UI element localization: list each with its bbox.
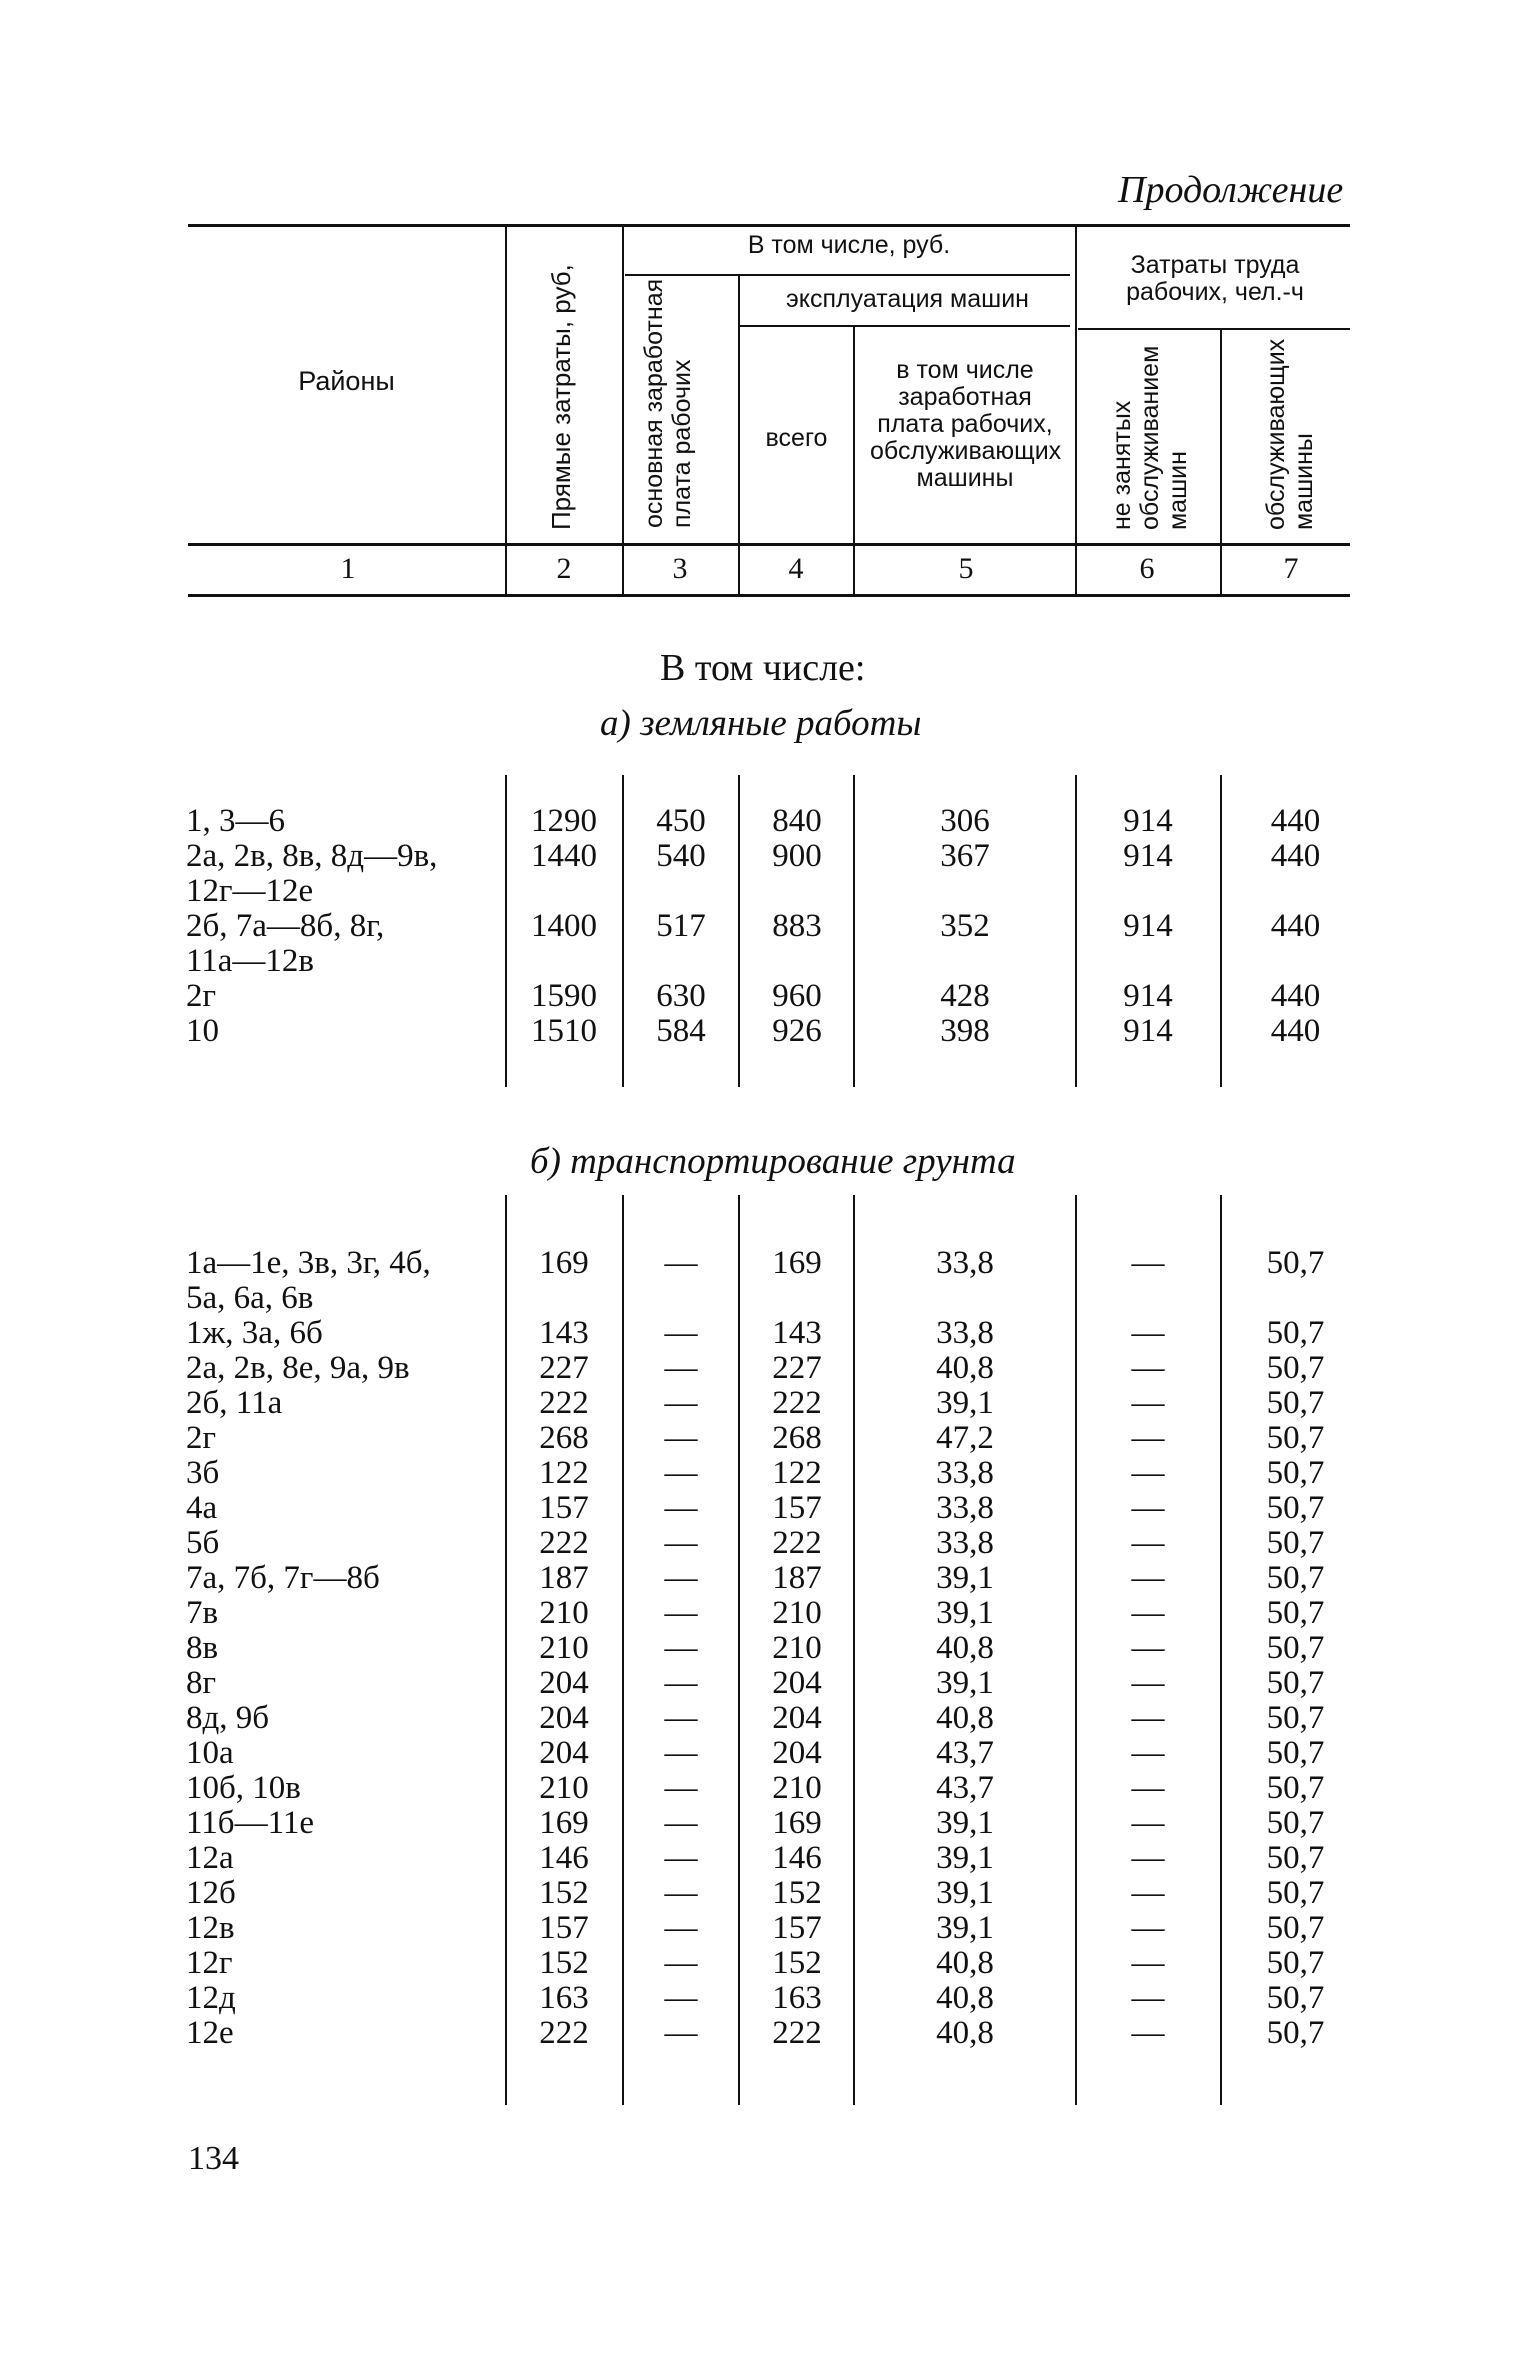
cell-c2: 163 [539, 1980, 589, 2016]
row-label: 12е [186, 2015, 234, 2051]
row-label: 8д, 9б [186, 1700, 270, 1736]
table-row [0, 1014, 1536, 1049]
cell-c5: 33,8 [936, 1245, 994, 1281]
cell-c2: 1440 [531, 838, 597, 874]
cell-c3: 630 [656, 978, 706, 1014]
row-label: 2б, 11а [186, 1385, 283, 1421]
row-label: 2г [186, 978, 217, 1014]
section-title-transport: б) транспортирование грунта [530, 1141, 1016, 1182]
cell-c5: 33,8 [936, 1455, 994, 1491]
table-row [0, 1351, 1536, 1386]
cell-c5: 39,1 [936, 1805, 994, 1841]
cell-c3: — [664, 1945, 698, 1981]
cell-c4: 268 [772, 1420, 822, 1456]
cell-c7: 50,7 [1266, 1770, 1325, 1806]
cell-c5: 39,1 [936, 1595, 994, 1631]
table-row [0, 1526, 1536, 1561]
cell-c3: — [664, 1560, 698, 1596]
table-row [0, 1666, 1536, 1701]
cell-c2: 268 [539, 1420, 589, 1456]
table-row [0, 804, 1536, 839]
cell-c6: — [1131, 1805, 1165, 1841]
table-row [0, 1911, 1536, 1946]
column-number: 6 [1139, 552, 1155, 585]
cell-c2: 1590 [531, 978, 597, 1014]
cell-c2: 157 [539, 1490, 589, 1526]
row-label: 8в [186, 1630, 219, 1666]
cell-c5: 39,1 [936, 1875, 994, 1911]
table-row [0, 979, 1536, 1014]
row-label: 1ж, 3а, 6б [186, 1315, 323, 1351]
table-row [0, 2016, 1536, 2051]
cell-c3: — [664, 1420, 698, 1456]
cell-c2: 222 [539, 2015, 589, 2051]
cell-c7: 440 [1270, 803, 1321, 839]
table-row [0, 1491, 1536, 1526]
cell-c7: 50,7 [1266, 1560, 1325, 1596]
cell-c7: 440 [1270, 1013, 1321, 1049]
row-label: 3б [186, 1455, 220, 1491]
row-label: 2г [186, 1420, 217, 1456]
cell-c2: 169 [539, 1245, 589, 1281]
cell-c6: — [1131, 1630, 1165, 1666]
row-label: 12г—12е [186, 873, 314, 909]
table-row [0, 1876, 1536, 1911]
cell-c4: 840 [772, 803, 822, 839]
cell-c4: 204 [772, 1735, 822, 1771]
row-label: 10б, 10в [186, 1770, 301, 1806]
cell-c7: 50,7 [1266, 1455, 1325, 1491]
cell-c3: 540 [656, 838, 706, 874]
row-label: 5а, 6а, 6в [186, 1280, 314, 1316]
cell-c5: 40,8 [936, 1945, 994, 1981]
group-machines-rule [740, 325, 1070, 327]
header-vline [1075, 226, 1077, 594]
cell-c7: 50,7 [1266, 1700, 1325, 1736]
row-label: 1, 3—6 [186, 803, 285, 839]
cell-c7: 50,7 [1266, 1490, 1325, 1526]
cell-c2: 169 [539, 1805, 589, 1841]
cell-c2: 210 [539, 1630, 589, 1666]
row-label: 10 [186, 1013, 219, 1049]
cell-c6: — [1131, 1875, 1165, 1911]
cell-c7: 50,7 [1266, 1735, 1325, 1771]
cell-c2: 152 [539, 1945, 589, 1981]
cell-c2: 210 [539, 1595, 589, 1631]
cell-c6: — [1131, 1455, 1165, 1491]
cell-c7: 50,7 [1266, 2015, 1325, 2051]
cell-c4: 152 [772, 1945, 822, 1981]
cell-c7: 50,7 [1266, 1420, 1325, 1456]
cell-c3: — [664, 1980, 698, 2016]
cell-c4: 210 [772, 1595, 822, 1631]
cell-c7: 440 [1270, 978, 1321, 1014]
cell-c5: 33,8 [936, 1490, 994, 1526]
header-vline [622, 226, 624, 594]
cell-c5: 40,8 [936, 1350, 994, 1386]
table-row [0, 1736, 1536, 1771]
group-labor-rule [1078, 328, 1350, 330]
cell-c7: 50,7 [1266, 1805, 1325, 1841]
cell-c4: 157 [772, 1910, 822, 1946]
table-row [0, 1946, 1536, 1981]
cell-c6: 914 [1123, 1013, 1173, 1049]
cell-c3: — [664, 1630, 698, 1666]
header-col5-wages-machines: в том числе заработная плата рабочих, обслуживающих машины [870, 356, 1062, 492]
cell-c6: — [1131, 1770, 1165, 1806]
cell-c4: 210 [772, 1630, 822, 1666]
cell-c6: — [1131, 1420, 1165, 1456]
column-number: 7 [1283, 552, 1299, 585]
row-label: 2б, 7а—8б, 8г, [186, 908, 385, 944]
row-label: 12б [186, 1875, 236, 1911]
cell-c2: 143 [539, 1315, 589, 1351]
cell-c7: 50,7 [1266, 1630, 1325, 1666]
cell-c5: 428 [940, 978, 990, 1014]
cell-c5: 352 [940, 908, 990, 944]
colno-bottom-rule [188, 594, 1350, 597]
row-label: 8г [186, 1665, 217, 1701]
cell-c2: 204 [539, 1665, 589, 1701]
row-label: 2а, 2в, 8в, 8д—9в, [186, 838, 438, 874]
cell-c4: 926 [772, 1013, 822, 1049]
cell-c6: — [1131, 1945, 1165, 1981]
cell-c2: 187 [539, 1560, 589, 1596]
cell-c3: — [664, 1910, 698, 1946]
cell-c5: 43,7 [936, 1735, 994, 1771]
table-row [0, 1386, 1536, 1421]
cell-c3: — [664, 1735, 698, 1771]
cell-c5: 39,1 [936, 1665, 994, 1701]
column-number: 2 [556, 552, 572, 585]
cell-c5: 40,8 [936, 1700, 994, 1736]
cell-c3: — [664, 1385, 698, 1421]
row-label: 1а—1е, 3в, 3г, 4б, [186, 1245, 431, 1281]
cell-c7: 50,7 [1266, 1245, 1325, 1281]
row-label: 7в [186, 1595, 219, 1631]
cell-c5: 39,1 [936, 1840, 994, 1876]
cell-c4: 169 [772, 1805, 822, 1841]
row-label: 12д [186, 1980, 236, 2016]
cell-c4: 222 [772, 1385, 822, 1421]
header-group-labor: Затраты труда рабочих, чел.-ч [1126, 251, 1304, 306]
cell-c7: 50,7 [1266, 1875, 1325, 1911]
table-row [0, 1246, 1536, 1316]
header-vline [1220, 330, 1222, 594]
cell-c6: — [1131, 1385, 1165, 1421]
cell-c6: — [1131, 1525, 1165, 1561]
page-number: 134 [188, 2140, 239, 2177]
table-row [0, 1981, 1536, 2016]
cell-c7: 50,7 [1266, 1840, 1325, 1876]
cell-c4: 900 [772, 838, 822, 874]
row-label: 11а—12в [186, 943, 315, 979]
cell-c5: 43,7 [936, 1770, 994, 1806]
table-row [0, 1316, 1536, 1351]
cell-c4: 146 [772, 1840, 822, 1876]
cell-c5: 40,8 [936, 1980, 994, 2016]
table-row [0, 839, 1536, 909]
column-number: 3 [672, 552, 688, 585]
cell-c3: — [664, 1805, 698, 1841]
cell-c4: 163 [772, 1980, 822, 2016]
cell-c4: 210 [772, 1770, 822, 1806]
cell-c4: 227 [772, 1350, 822, 1386]
cell-c6: — [1131, 1665, 1165, 1701]
cell-c4: 187 [772, 1560, 822, 1596]
cell-c6: — [1131, 1350, 1165, 1386]
cell-c5: 47,2 [936, 1420, 994, 1456]
cell-c5: 367 [940, 838, 990, 874]
cell-c7: 50,7 [1266, 1525, 1325, 1561]
cell-c3: — [664, 1525, 698, 1561]
cell-c4: 143 [772, 1315, 822, 1351]
cell-c3: — [664, 1315, 698, 1351]
cell-c6: 914 [1123, 838, 1173, 874]
cell-c5: 33,8 [936, 1525, 994, 1561]
cell-c5: 398 [940, 1013, 990, 1049]
table-row [0, 1771, 1536, 1806]
row-label: 7а, 7б, 7г—8б [186, 1560, 380, 1596]
cell-c2: 222 [539, 1385, 589, 1421]
row-label: 12г [186, 1945, 233, 1981]
table-row [0, 1561, 1536, 1596]
header-col7-machine-operators: обслуживающих машины [1262, 338, 1318, 530]
cell-c3: — [664, 1595, 698, 1631]
cell-c5: 39,1 [936, 1560, 994, 1596]
column-number: 1 [340, 552, 356, 585]
cell-c2: 222 [539, 1525, 589, 1561]
cell-c7: 50,7 [1266, 1385, 1325, 1421]
row-label: 11б—11е [186, 1805, 314, 1841]
cell-c3: 517 [656, 908, 706, 944]
header-col6-not-machine: не занятых обслуживанием машин [1108, 345, 1192, 530]
header-col1-rayony: Районы [298, 366, 395, 396]
cell-c2: 204 [539, 1735, 589, 1771]
table-row [0, 1841, 1536, 1876]
cell-c5: 33,8 [936, 1315, 994, 1351]
cell-c5: 40,8 [936, 1630, 994, 1666]
cell-c2: 152 [539, 1875, 589, 1911]
row-label: 12в [186, 1910, 235, 1946]
cell-c7: 50,7 [1266, 1595, 1325, 1631]
cell-c4: 960 [772, 978, 822, 1014]
row-label: 4а [186, 1490, 218, 1526]
cell-c4: 204 [772, 1665, 822, 1701]
cell-c2: 146 [539, 1840, 589, 1876]
cell-c2: 227 [539, 1350, 589, 1386]
row-label: 12а [186, 1840, 234, 1876]
cell-c6: 914 [1123, 803, 1173, 839]
cell-c6: — [1131, 1700, 1165, 1736]
cell-c7: 50,7 [1266, 1910, 1325, 1946]
cell-c2: 157 [539, 1910, 589, 1946]
cell-c3: — [664, 1245, 698, 1281]
cell-c4: 222 [772, 2015, 822, 2051]
table-row [0, 909, 1536, 979]
cell-c6: 914 [1123, 908, 1173, 944]
table-row [0, 1596, 1536, 1631]
cell-c3: 584 [656, 1013, 706, 1049]
cell-c2: 1290 [531, 803, 597, 839]
cell-c7: 50,7 [1266, 1980, 1325, 2016]
cell-c6: — [1131, 2015, 1165, 2051]
cell-c6: — [1131, 1560, 1165, 1596]
cell-c2: 210 [539, 1770, 589, 1806]
cell-c7: 50,7 [1266, 1350, 1325, 1386]
row-label: 10а [186, 1735, 234, 1771]
cell-c3: — [664, 1350, 698, 1386]
cell-c4: 152 [772, 1875, 822, 1911]
header-col2-direct-costs: Прямые затраты, руб, [546, 264, 576, 530]
cell-c3: — [664, 1875, 698, 1911]
cell-c3: — [664, 1770, 698, 1806]
continuation-label: Продолжение [1118, 169, 1344, 211]
table-row [0, 1806, 1536, 1841]
cell-c6: — [1131, 1980, 1165, 2016]
cell-c3: — [664, 1665, 698, 1701]
table-row [0, 1421, 1536, 1456]
cell-c4: 122 [772, 1455, 822, 1491]
cell-c5: 306 [940, 803, 990, 839]
cell-c4: 169 [772, 1245, 822, 1281]
cell-c7: 50,7 [1266, 1945, 1325, 1981]
cell-c2: 1400 [531, 908, 597, 944]
cell-c5: 40,8 [936, 2015, 994, 2051]
cell-c6: — [1131, 1315, 1165, 1351]
cell-c5: 39,1 [936, 1385, 994, 1421]
header-col3-base-wages: основная заработная плата рабочих [640, 278, 696, 528]
cell-c6: — [1131, 1840, 1165, 1876]
cell-c3: — [664, 1455, 698, 1491]
table-row [0, 1456, 1536, 1491]
cell-c6: — [1131, 1735, 1165, 1771]
cell-c4: 883 [772, 908, 822, 944]
cell-c3: 450 [656, 803, 706, 839]
cell-c5: 39,1 [936, 1910, 994, 1946]
table-row [0, 1701, 1536, 1736]
cell-c6: — [1131, 1910, 1165, 1946]
cell-c7: 440 [1270, 908, 1321, 944]
header-top-rule [188, 224, 1350, 227]
section-intro: В том числе: [660, 647, 866, 689]
row-label: 2а, 2в, 8е, 9а, 9в [186, 1350, 410, 1386]
header-col4-vsego: всего [765, 424, 828, 452]
cell-c3: — [664, 2015, 698, 2051]
cell-c7: 50,7 [1266, 1665, 1325, 1701]
cell-c3: — [664, 1490, 698, 1526]
cell-c2: 204 [539, 1700, 589, 1736]
cell-c3: — [664, 1840, 698, 1876]
header-vline [505, 226, 507, 594]
cell-c7: 440 [1270, 838, 1321, 874]
cell-c6: — [1131, 1490, 1165, 1526]
column-number: 4 [788, 552, 804, 585]
cell-c4: 222 [772, 1525, 822, 1561]
header-group-machines: эксплуатация машин [786, 285, 1029, 313]
section-title-earthworks: а) земляные работы [600, 703, 922, 744]
column-number: 5 [958, 552, 974, 585]
header-group-rub: В том числе, руб. [747, 231, 951, 259]
cell-c3: — [664, 1700, 698, 1736]
cell-c7: 50,7 [1266, 1315, 1325, 1351]
group-rub-rule [625, 274, 1070, 276]
cell-c2: 122 [539, 1455, 589, 1491]
cell-c6: 914 [1123, 978, 1173, 1014]
cell-c2: 1510 [531, 1013, 597, 1049]
header-bottom-rule [188, 543, 1350, 546]
cell-c6: — [1131, 1595, 1165, 1631]
row-label: 5б [186, 1525, 220, 1561]
header-vline [853, 327, 855, 594]
cell-c6: — [1131, 1245, 1165, 1281]
table-row [0, 1631, 1536, 1666]
cell-c4: 157 [772, 1490, 822, 1526]
cell-c4: 204 [772, 1700, 822, 1736]
